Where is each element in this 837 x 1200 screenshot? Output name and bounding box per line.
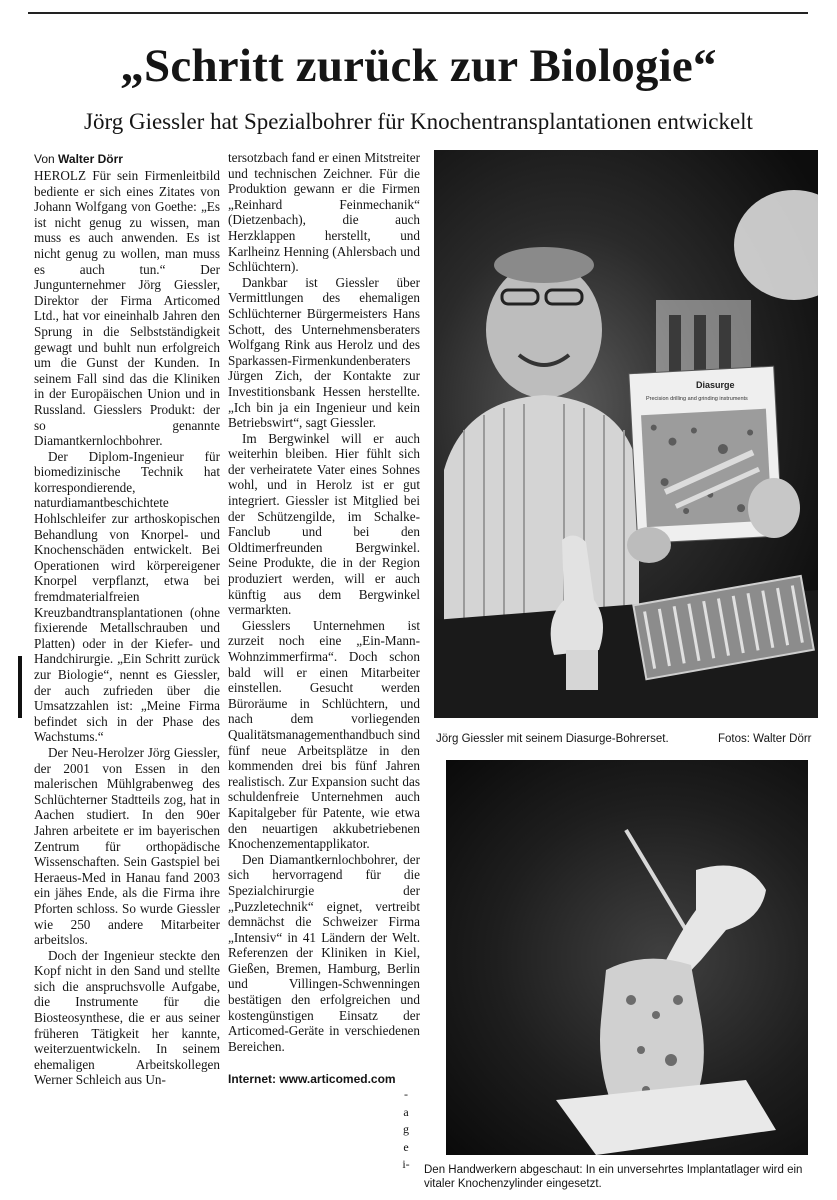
vertical-letter: - bbox=[404, 1087, 408, 1101]
paragraph: Doch der Ingenieur steckte den Kopf nicht in den Sand und stellte sich die anspruchsvolle Aufgabe, die Instrumente für die Biosteosynthese, die er aus seiner früheren Tätigkeit her kannte, weiterzuentwickeln. In seinem ehemaligen Arbeitskollegen Werner Schleich aus Un- bbox=[34, 947, 220, 1088]
article-column-2 bbox=[228, 150, 420, 1054]
photo-illustration bbox=[446, 760, 808, 1155]
brochure-title: Diasurge bbox=[696, 380, 735, 390]
vertical-letter: a bbox=[403, 1104, 409, 1119]
paragraph: Den Diamantkernlochbohrer, der sich hervorragend für die Spezialchirurgie der „Puzzletechnik“ eignet, vertreibt demnächst die Schweizer Firma „Intensiv“ in 41 Ländern der Welt. Referenzen der Kliniken in Kiel, Gießen, Bremen, Hamburg, Berlin und Villingen-Schwenningen bestätigen den erfolgreichen und kostengünstigen Einsatz der Articomed-Geräte in verschiedenen Bereichen. bbox=[228, 851, 420, 1054]
headline: „Schritt zurück zur Biologie“ bbox=[120, 40, 717, 92]
paragraph: tersotzbach fand er einen Mitstreiter und technischen Zeichner. Für die Produktion gewann er die Firmen „Reinhard Feinmechanik“ (Dietzenbach), die auch Herzklappen herstellt, und Karlheinz Henning (Ahlersbach und Schlüchtern). bbox=[228, 150, 420, 275]
photo1-caption: Jörg Giessler mit seinem Diasurge-Bohrerset. bbox=[436, 733, 669, 745]
photo-illustration bbox=[434, 150, 818, 718]
byline-prefix: Von bbox=[34, 152, 55, 166]
paragraph: HEROLZ Für sein Firmenleitbild bediente er sich eines Zitates von Johann Wolfgang von Goethe: „Es ist nicht genug zu wissen, man muss es auch anwenden. Es ist nicht genug zu wollen, man muss es auch tun.“ Der Jungunternehmer Jörg Giessler, Direktor der Firma Articomed Ltd., hat vor eineinhalb Jahren den Sprung in die Selbstständigkeit gewagt und buhlt nun erfolgreich um die Gunst der Kunden. In seinem Fall sind das die Kliniken in der Europäischen Union und in Russland. Giesslers Produkt: der so genannte Diamantkernlochbohrer. bbox=[34, 168, 220, 449]
paragraph: Im Bergwinkel will er auch weiterhin bleiben. Hier fühlt sich der verheiratete Vater eines Sohnes wohl, und in Herolz ist er gut integriert. Giessler ist Mitglied bei der Schützengilde, im Schalke-Fanclub und bei den Oldtimerfreunden Bergwinkel. Seine Produkte, die in der Region produziert werden, will er auch künftig aus dem Bergwinkel vermarkten. bbox=[228, 430, 420, 618]
paragraph: Giesslers Unternehmen ist zurzeit noch eine „Ein-Mann-Wohnzimmerfirma“. Doch schon bald will er einen Mitarbeiter einstellen. Gesucht werden Büroräume in Schlüchtern, und nach dem vorliegenden Qualitätsmanagementhandbuch sind fünf neue Arbeitsplätze in den kommenden drei bis fünf Jahren realistisch. Zur Expansion sucht das schuldenfreie Unternehmen auch Kapitalgeber für Patente, wie etwa den neuartigen akkubetriebenen Knochenzementapplikator. bbox=[228, 617, 420, 852]
internet-link[interactable]: Internet: www.articomed.com bbox=[228, 1072, 396, 1086]
article-column-1 bbox=[34, 168, 220, 1088]
vertical-letter: g bbox=[403, 1122, 409, 1136]
paragraph: Der Diplom-Ingenieur für biomedizinische Technik hat korrespondierende, naturdiamantbeschichtete Hohlschleifer zur arthoskopischen Behandlung von Knorpel- und Knochenschäden entwickelt. Bei Operationen wird körpereigener Knorpel verpflanzt, etwa bei fremdmaterialfreien Kreuzbandtransplantationen (ohne fixierende Metallschrauben und Platten) oder in der Kiefer- und Handchirurgie. „Ein Schritt zurück zur Biologie“, nennt es Giessler, der auch zufrieden über die Umsatzzahlen ist: „Meine Firma befindet sich in der Phase des Wachstums.“ bbox=[34, 448, 220, 745]
paragraph: Der Neu-Herolzer Jörg Giessler, der 2001 von Essen in den malerischen Mühlgrabenweg des Schlüchterner Stadtteils zog, hat in Aachen studiert. In den 90er Jahren arbeitete er im bayerischen Zentrum für orthopädische Wissenschaften. Sein Gastspiel bei Heraeus-Med in Hanau fand 2003 ein jähes Ende, als die Firma ihre Pforten schloss. So wurde Giessler wie 250 andere Mitarbeiter arbeitslos. bbox=[34, 744, 220, 948]
byline bbox=[34, 152, 123, 166]
photo-credit: Fotos: Walter Dörr bbox=[718, 733, 812, 745]
subhead: Jörg Giessler hat Spezialbohrer für Knochentransplantationen entwickelt bbox=[84, 109, 753, 134]
top-rule bbox=[28, 12, 808, 14]
brochure-subtitle: Precision drilling and grinding instruments bbox=[646, 396, 748, 402]
vertical-letters bbox=[400, 1086, 412, 1174]
vertical-letter: e bbox=[403, 1139, 409, 1154]
margin-marker bbox=[18, 656, 22, 718]
byline-author: Walter Dörr bbox=[58, 152, 123, 166]
paragraph: Dankbar ist Giessler über Vermittlungen des ehemaligen Schlüchterner Bürgermeisters Hans Schott, des Unternehmensberaters Wolfgang Rink aus Herolz und des Sparkassen-Firmenkundenberaters Jürgen Zich, der Kontakte zur Investitionsbank Hessen herstellte. „Ich bin ja ein Ingenieur und kein Betriebswirt“, sagt Giessler. bbox=[228, 274, 420, 431]
photo2-caption: Den Handwerkern abgeschaut: In ein unversehrtes Implantatlager wird ein vitaler Knochenzylinder eingesetzt. bbox=[424, 1164, 803, 1190]
vertical-letter: i- bbox=[402, 1157, 410, 1171]
photo-giessler-with-drill-set bbox=[434, 150, 818, 718]
photo-bone-implant-model bbox=[446, 760, 808, 1155]
